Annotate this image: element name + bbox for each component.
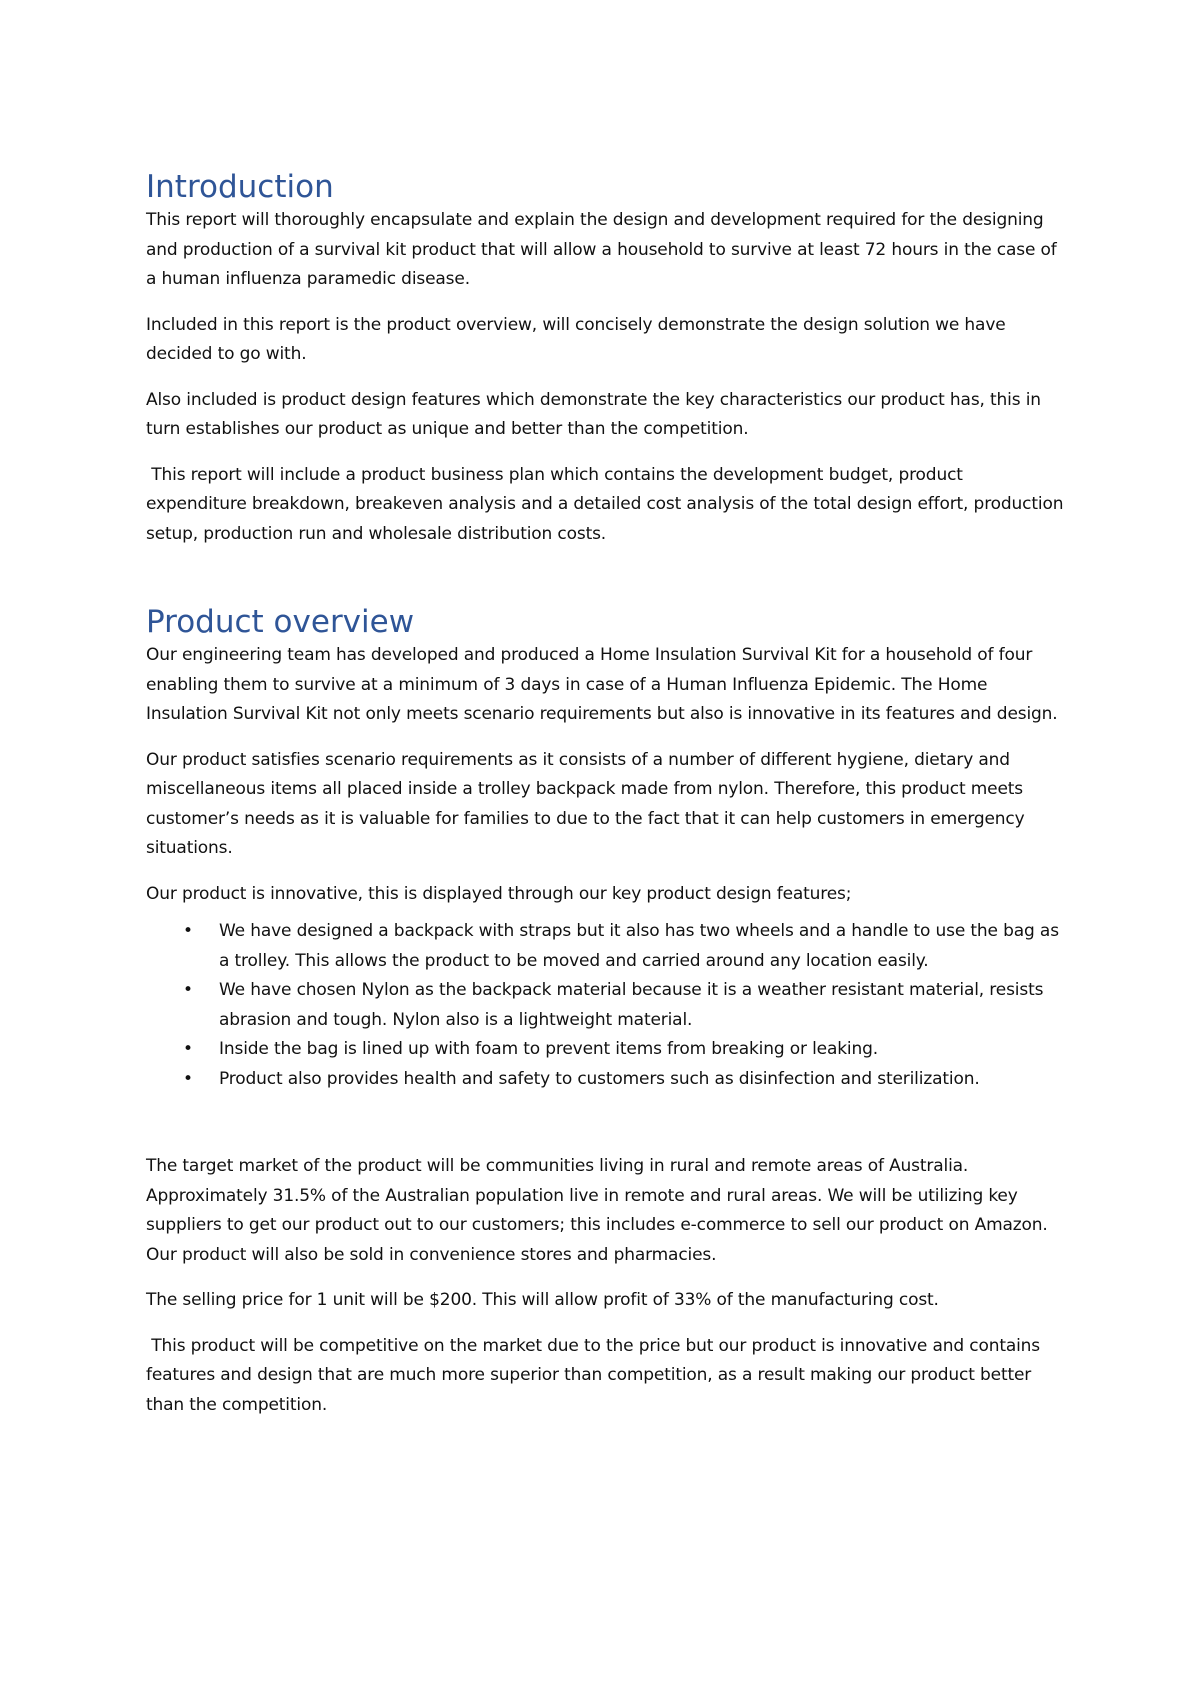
product-overview-heading: Product overview bbox=[146, 604, 415, 640]
list-item-text: We have chosen Nylon as the backpack material because it is a weather resistant material, resists abrasion and tough. Nylon also is a lightweight material. bbox=[219, 980, 1044, 1030]
list-item-text: Product also provides health and safety to customers such as disinfection and sterilization. bbox=[219, 1068, 980, 1089]
introduction-heading: Introduction bbox=[146, 169, 334, 205]
list-item-text: Inside the bag is lined up with foam to prevent items from breaking or leaking. bbox=[219, 1039, 879, 1059]
bullet-icon: • bbox=[183, 1068, 193, 1089]
design-features-list bbox=[146, 917, 1066, 1094]
document-body bbox=[146, 168, 1069, 1436]
introduction-section bbox=[146, 168, 1069, 549]
overview-paragraph: Our engineering team has developed and produced a Home Insulation Survival Kit for a household of four enabling them to survive at a minimum of 3 days in case of a Human Influenza Epidemic. The Home Insulation Survival Kit not only meets scenario requirements but also is innovative in its features and design. bbox=[146, 645, 1058, 724]
list-item-text: We have designed a backpack with straps but it also has two wheels and a handle to use the bag as a trolley. This allows the product to be moved and carried around any location easily. bbox=[219, 921, 1059, 971]
overview-paragraph: The target market of the product will be communities living in rural and remote areas of Australia. Approximately 31.5% of the Australian population live in remote and rural areas. We will be utilizing key suppliers to get our product out to our customers; this includes e-commerce to sell our product on Amazon. Our product will also be sold in convenience stores and pharmacies. bbox=[146, 1156, 1048, 1265]
product-overview-section bbox=[146, 603, 1066, 1420]
bullet-icon: • bbox=[183, 1039, 193, 1059]
overview-paragraph: The selling price for 1 unit will be $200. This will allow profit of 33% of the manufacturing cost. bbox=[146, 1290, 939, 1310]
closing-paragraphs bbox=[146, 1152, 1066, 1420]
overview-paragraph: Our product satisfies scenario requirements as it consists of a number of different hygiene, dietary and miscellaneous items all placed inside a trolley backpack made from nylon. Therefore, this product meets customer’s needs as it is valuable for families to due to the fact that it can help customers in emergency situations. bbox=[146, 749, 1025, 858]
introduction-paragraph: Included in this report is the product overview, will concisely demonstrate the design solution we have decided to go with. bbox=[146, 314, 1006, 364]
overview-paragraph: This product will be competitive on the market due to the price but our product is innovative and contains features and design that are much more superior than competition, as a result making our product better than the competition. bbox=[146, 1335, 1046, 1415]
introduction-paragraph: This report will thoroughly encapsulate and explain the design and development required for the designing and production of a survival kit product that will allow a household to survive at least 72 hours in the case of a human influenza paramedic disease. bbox=[146, 210, 1057, 289]
list-item bbox=[146, 1035, 1066, 1065]
bullet-icon: • bbox=[183, 921, 193, 941]
introduction-paragraph: This report will include a product business plan which contains the development budget, product expenditure breakdown, breakeven analysis and a detailed cost analysis of the total design effort, production setup, production run and wholesale distribution costs. bbox=[146, 464, 1069, 544]
introduction-paragraph: Also included is product design features which demonstrate the key characteristics our product has, this in turn establishes our product as unique and better than the competition. bbox=[146, 389, 1041, 439]
overview-paragraph: Our product is innovative, this is displayed through our key product design features; bbox=[146, 883, 852, 904]
list-item bbox=[146, 917, 1066, 976]
list-item bbox=[146, 1065, 1066, 1095]
list-item bbox=[146, 976, 1066, 1035]
bullet-icon: • bbox=[183, 980, 193, 1000]
